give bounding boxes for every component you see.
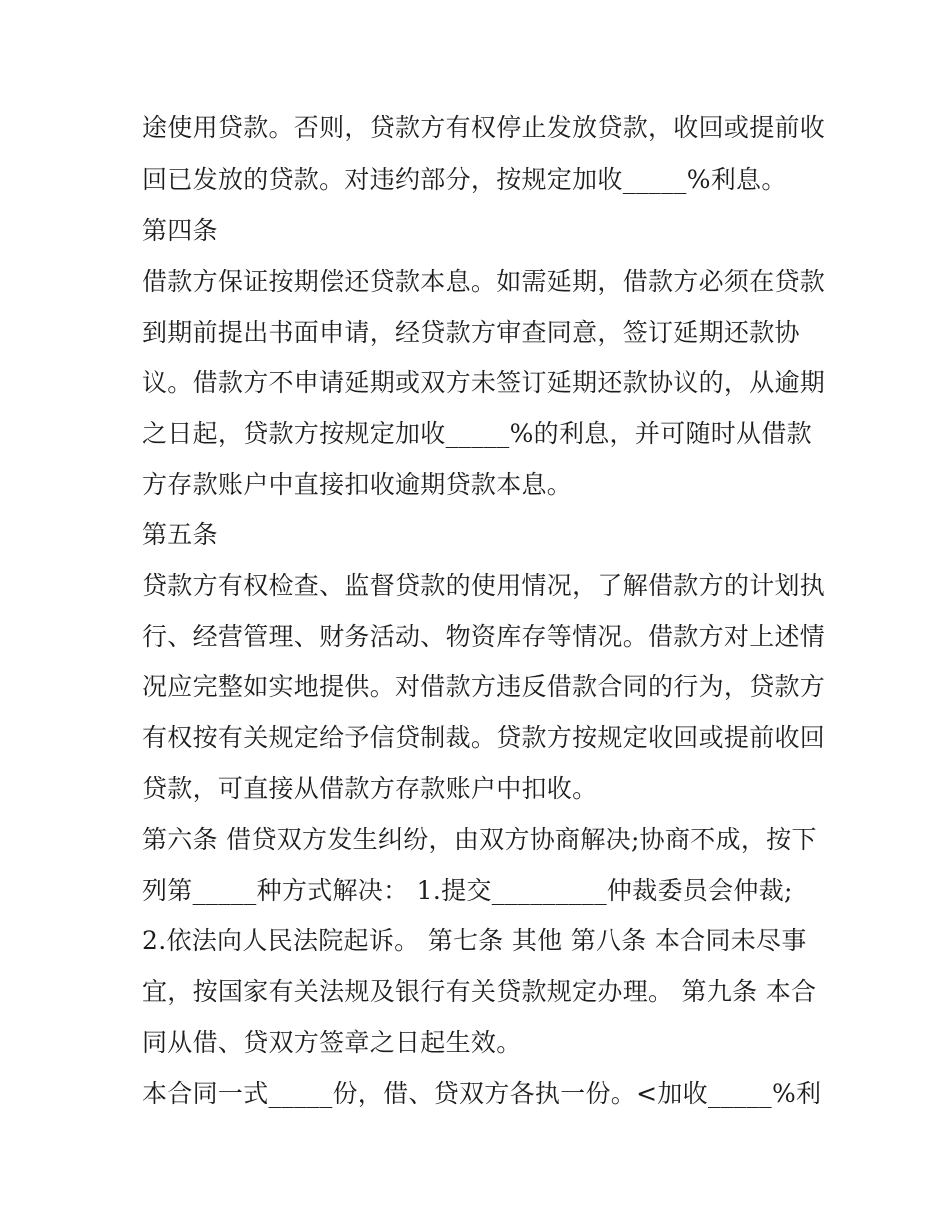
text-line: 宜，按国家有关法规及银行有关贷款规定办理。 第九条 本合 <box>142 977 817 1006</box>
text-line: 回已发放的贷款。对违约部分，按规定加收_____%利息。 <box>142 165 787 194</box>
text-line: 第六条 借贷双方发生纠纷，由双方协商解决;协商不成，按下 <box>142 825 817 854</box>
text-line: 同从借、贷双方签章之日起生效。 <box>142 1028 522 1057</box>
article-heading-4: 第四条 <box>142 216 218 245</box>
text-line: 借款方保证按期偿还贷款本息。如需延期，借款方必须在贷款 <box>142 267 826 296</box>
text-line: 贷款方有权检查、监督贷款的使用情况，了解借款方的计划执 <box>142 571 826 600</box>
article-heading-5: 第五条 <box>142 520 218 549</box>
text-line: 列第_____种方式解决： 1.提交_________仲裁委员会仲裁; <box>142 876 793 905</box>
text-line: 本合同一式_____份，借、贷双方各执一份。<加收_____%利 <box>142 1079 822 1108</box>
text-line: 议。借款方不申请延期或双方未签订延期还款协议的，从逾期 <box>142 368 826 397</box>
text-line: 行、经营管理、财务活动、物资库存等情况。借款方对上述情 <box>142 622 826 651</box>
text-line: 之日起，贷款方按规定加收_____%的利息，并可随时从借款 <box>142 419 812 448</box>
text-line: 2.依法向人民法院起诉。 第七条 其他 第八条 本合同未尽事 <box>142 926 807 955</box>
text-line: 贷款，可直接从借款方存款账户中扣收。 <box>142 774 598 803</box>
text-line: 有权按有关规定给予信贷制裁。贷款方按规定收回或提前收回 <box>142 723 826 752</box>
text-line: 途使用贷款。否则，贷款方有权停止发放贷款，收回或提前收 <box>142 113 826 142</box>
text-line: 况应完整如实地提供。对借款方违反借款合同的行为，贷款方 <box>142 672 826 701</box>
text-line: 方存款账户中直接扣收逾期贷款本息。 <box>142 470 573 499</box>
text-line: 到期前提出书面申请，经贷款方审查同意，签订延期还款协 <box>142 318 800 347</box>
